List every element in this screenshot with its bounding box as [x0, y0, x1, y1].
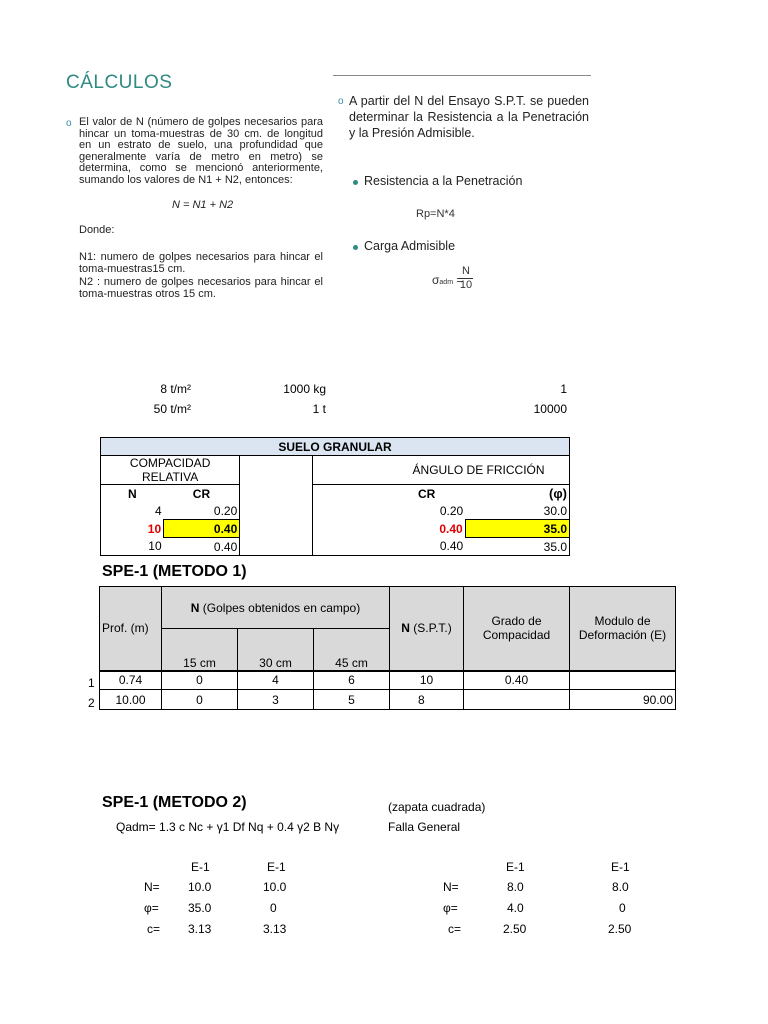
table-row: [100, 690, 676, 710]
unit-cell: 8 t/m²: [160, 382, 191, 396]
col-header: E-1: [611, 860, 630, 874]
table-cell: 10: [390, 671, 464, 690]
unit-cell: 10000: [533, 402, 567, 416]
label: c=: [448, 922, 462, 936]
col-phi: (φ): [465, 485, 569, 503]
label: N=: [144, 880, 160, 894]
table-cell: 0: [162, 671, 238, 690]
value-cell: 0: [270, 901, 277, 915]
value-cell: 2.50: [608, 922, 632, 936]
table-cell: 4: [238, 671, 314, 690]
compacidad-header: COMPACIDAD RELATIVA: [101, 456, 240, 485]
fraction: N 10: [459, 265, 473, 291]
unit-cell: 50 t/m²: [153, 402, 191, 416]
subheader: 45 cm: [314, 629, 390, 671]
donde-label: Donde:: [79, 224, 115, 236]
table-cell: 8: [390, 690, 464, 710]
table-cell: 5: [314, 690, 390, 710]
n1-definition: N1: numero de golpes necesarios para hincar el toma-muestras15 cm.: [79, 251, 323, 275]
table-cell: 10: [101, 538, 164, 556]
table-cell: 10: [101, 520, 164, 538]
n2-definition: N2 : numero de golpes necesarios para hincar el toma-muestras otros 15 cm.: [79, 276, 323, 300]
method2-title: SPE-1 (METODO 2): [102, 794, 247, 811]
table-cell: 10.00: [100, 690, 162, 710]
dot-bullet-icon: [353, 245, 358, 250]
col-header: E-1: [191, 860, 210, 874]
table-cell: 4: [101, 502, 164, 520]
right-paragraph: A partir del N del Ensayo S.P.T. se pueden determinar la Resistencia a la Penetración y la Presión Admisible.: [349, 94, 589, 140]
label: φ=: [443, 901, 458, 915]
value-cell: 35.0: [188, 901, 212, 915]
value-cell: 10.0: [263, 880, 287, 894]
note-zapata: (zapata cuadrada): [388, 800, 486, 814]
value-cell: 10.0: [188, 880, 212, 894]
label: c=: [147, 922, 161, 936]
table-cell: 0.40: [388, 538, 465, 556]
header-nspt: N (S.P.T.): [390, 587, 464, 671]
row-index: 1: [88, 676, 95, 690]
col-n: N: [101, 485, 164, 503]
table-cell: 35.0: [465, 538, 569, 556]
value-cell: 3.13: [188, 922, 212, 936]
table-cell: 0.40: [464, 671, 570, 690]
table-cell: 0.40: [164, 538, 240, 556]
header-n-golpes: N (Golpes obtenidos en campo): [162, 587, 390, 629]
note-falla: Falla General: [388, 820, 461, 834]
col-cr: CR: [192, 486, 211, 501]
table-cell: 0.40: [439, 521, 463, 536]
angulo-header: ÁNGULO DE FRICCIÓN: [388, 456, 569, 485]
table-row: [100, 671, 676, 690]
circle-bullet-icon: o: [66, 118, 72, 129]
table-cell: 3: [238, 690, 314, 710]
unit-cell: 1000 kg: [283, 382, 326, 396]
table-cell: 0.74: [100, 671, 162, 690]
table-title: SUELO GRANULAR: [101, 438, 570, 456]
table-cell: 35.0: [465, 520, 569, 538]
dot-bullet-icon: [353, 180, 358, 185]
table-cell: 0: [162, 690, 238, 710]
col-cr: CR: [417, 486, 436, 501]
table-cell: 90.00: [570, 690, 676, 710]
qadm-formula: Qadm= 1.3 c Nc + γ1 Df Nq + 0.4 γ2 B Nγ: [116, 820, 340, 834]
table-cell: 6: [314, 671, 390, 690]
value-cell: 4.0: [507, 901, 524, 915]
divider: [333, 75, 591, 76]
left-paragraph: El valor de N (número de golpes necesarios para hincar un toma-muestras de 30 cm. de longitud en un estrato de suelo, una profundidad que generalmente varía de metro en metro) se determina, como se mencionó anteriormente, sumando los valores de N1 + N2, entonces:: [79, 116, 323, 186]
suelo-granular-table: [100, 437, 570, 556]
value-cell: 0: [619, 901, 626, 915]
header-prof: Prof. (m): [100, 587, 162, 671]
value-cell: 8.0: [612, 880, 629, 894]
value-cell: 8.0: [507, 880, 524, 894]
table-cell: 0.20: [213, 503, 238, 518]
subheader: 30 cm: [238, 629, 314, 671]
col-header: E-1: [267, 860, 286, 874]
col-header: E-1: [506, 860, 525, 874]
unit-cell: 1: [560, 382, 567, 396]
table-cell: 30.0: [465, 502, 569, 520]
bullet-carga: Carga Admisible: [364, 239, 456, 253]
table-cell: [570, 671, 676, 690]
slide-title: CÁLCULOS: [66, 72, 173, 93]
label: φ=: [144, 901, 159, 915]
row-index: 2: [88, 696, 95, 710]
value-cell: 3.13: [263, 922, 287, 936]
unit-cell: 1 t: [312, 402, 326, 416]
metodo1-table: [99, 586, 676, 710]
table-cell: 0.20: [439, 503, 464, 518]
rp-formula: Rp=N*4: [416, 208, 455, 220]
header-grado: Grado de Compacidad: [464, 587, 570, 671]
circle-bullet-icon: o: [338, 96, 344, 107]
subheader: 15 cm: [162, 629, 238, 671]
label: N=: [443, 880, 459, 894]
method1-title: SPE-1 (METODO 1): [102, 563, 247, 580]
table-cell: 0.40: [164, 520, 240, 538]
sigma-adm: σadm =: [432, 273, 464, 287]
table-cell: [464, 690, 570, 710]
formula-n: N = N1 + N2: [172, 199, 234, 211]
value-cell: 2.50: [503, 922, 527, 936]
bullet-resistencia: Resistencia a la Penetración: [364, 174, 523, 188]
header-modulo: Modulo de Deformación (E): [570, 587, 676, 671]
